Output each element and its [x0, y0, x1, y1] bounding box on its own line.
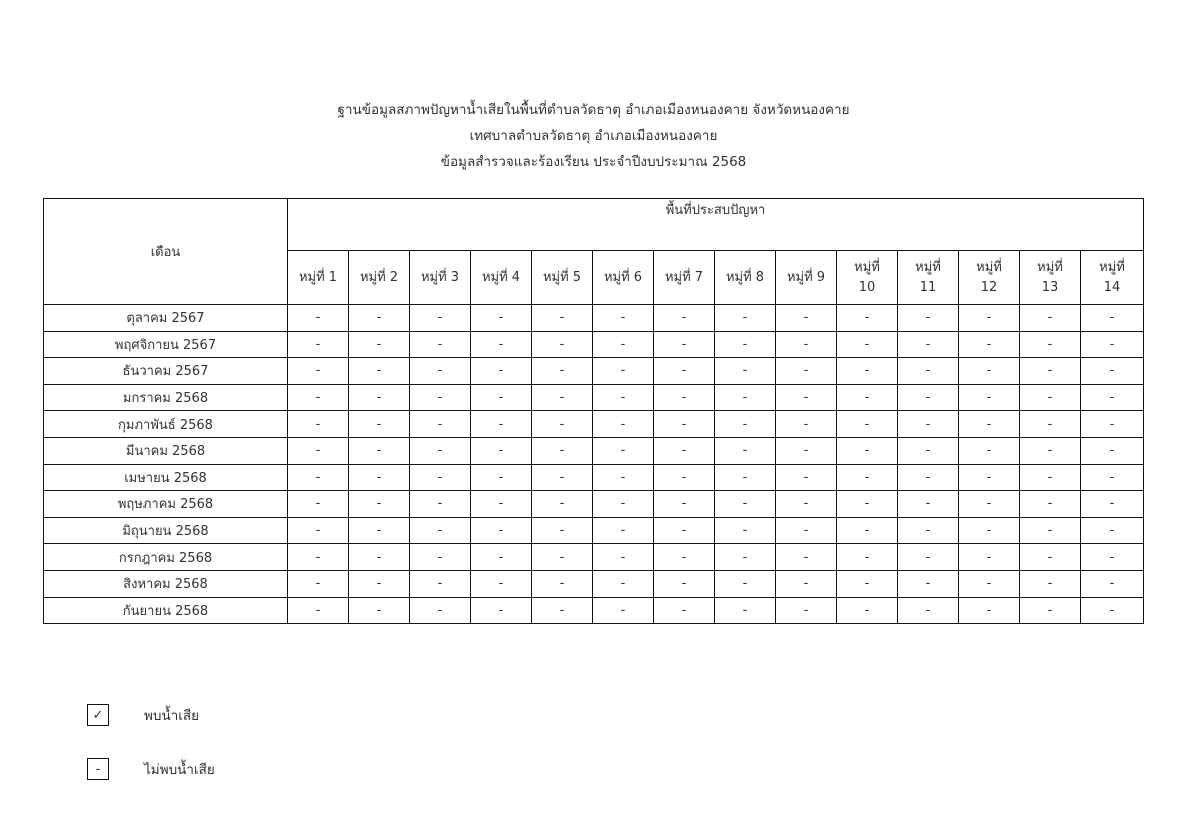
month-cell: เมษายน 2568 [44, 464, 288, 491]
village-header-text: หมู่ที่ 6 [603, 269, 643, 285]
status-cell: - [288, 517, 349, 544]
village-header [471, 251, 532, 305]
village-header [410, 251, 471, 305]
status-cell: - [959, 517, 1020, 544]
status-cell: - [410, 464, 471, 491]
status-cell: - [593, 464, 654, 491]
legend-found-label: พบน้ำเสีย [144, 708, 200, 724]
status-cell: - [532, 437, 593, 464]
status-cell: - [471, 358, 532, 385]
month-cell: ธันวาคม 2567 [44, 358, 288, 385]
status-cell: - [593, 437, 654, 464]
table-row [44, 464, 1144, 491]
status-cell: - [715, 411, 776, 438]
village-header-text: หมู่ที่ 9 [786, 269, 826, 285]
status-cell: - [898, 517, 959, 544]
table-row [44, 544, 1144, 571]
status-cell: - [532, 570, 593, 597]
status-cell: - [410, 517, 471, 544]
status-cell: - [349, 331, 410, 358]
status-cell: - [471, 517, 532, 544]
status-cell: - [532, 517, 593, 544]
status-cell: - [593, 358, 654, 385]
status-cell: - [959, 331, 1020, 358]
status-cell: - [1081, 464, 1144, 491]
status-cell: - [288, 491, 349, 518]
status-cell: - [1020, 517, 1081, 544]
status-cell: - [654, 464, 715, 491]
status-cell: - [1081, 305, 1144, 332]
status-cell: - [1020, 305, 1081, 332]
table-row [44, 358, 1144, 385]
status-cell: - [288, 464, 349, 491]
status-cell: - [715, 358, 776, 385]
dash-icon: - [87, 758, 109, 780]
status-cell: - [959, 358, 1020, 385]
status-cell: - [776, 331, 837, 358]
status-cell: - [593, 384, 654, 411]
status-cell: - [776, 358, 837, 385]
check-icon: ✓ [87, 704, 109, 726]
status-cell: - [837, 358, 898, 385]
status-cell: - [1020, 437, 1081, 464]
status-cell: - [654, 437, 715, 464]
status-cell: - [959, 384, 1020, 411]
status-cell: - [410, 570, 471, 597]
status-cell: - [471, 491, 532, 518]
status-cell: - [288, 597, 349, 624]
status-cell: - [898, 597, 959, 624]
status-cell: - [410, 305, 471, 332]
status-cell: - [471, 464, 532, 491]
status-cell: - [593, 517, 654, 544]
status-cell: - [898, 384, 959, 411]
status-cell: - [410, 437, 471, 464]
village-header [715, 251, 776, 305]
status-cell: - [410, 331, 471, 358]
status-cell: - [1081, 384, 1144, 411]
status-cell: - [715, 305, 776, 332]
village-header-text: หมู่ที่ [1037, 259, 1063, 275]
village-header-text: 14 [1103, 279, 1121, 295]
status-cell: - [349, 464, 410, 491]
status-cell: - [288, 331, 349, 358]
status-cell: - [837, 464, 898, 491]
status-cell: - [1081, 437, 1144, 464]
status-cell: - [288, 305, 349, 332]
status-cell: - [837, 544, 898, 571]
village-header [1081, 251, 1144, 305]
status-cell: - [837, 491, 898, 518]
village-header [776, 251, 837, 305]
table-body [44, 305, 1144, 624]
status-cell: - [898, 358, 959, 385]
status-cell: - [837, 331, 898, 358]
status-cell: - [1081, 411, 1144, 438]
status-cell: - [959, 491, 1020, 518]
table-row [44, 437, 1144, 464]
month-cell: สิงหาคม 2568 [44, 570, 288, 597]
village-header [532, 251, 593, 305]
status-cell: - [776, 597, 837, 624]
status-cell: - [959, 597, 1020, 624]
status-cell: - [410, 384, 471, 411]
status-cell: - [715, 437, 776, 464]
status-cell: - [959, 437, 1020, 464]
status-cell: - [349, 517, 410, 544]
month-cell: กุมภาพันธ์ 2568 [44, 411, 288, 438]
status-cell: - [349, 411, 410, 438]
month-cell: พฤศจิกายน 2567 [44, 331, 288, 358]
status-cell: - [898, 570, 959, 597]
table-row [44, 384, 1144, 411]
month-cell: พฤษภาคม 2568 [44, 491, 288, 518]
status-cell: - [349, 491, 410, 518]
month-column-header: เดือน [44, 199, 288, 305]
status-cell: - [593, 331, 654, 358]
status-cell: - [776, 491, 837, 518]
status-cell: - [715, 491, 776, 518]
village-header-text: 12 [980, 279, 998, 295]
status-cell: - [349, 570, 410, 597]
status-cell: - [532, 544, 593, 571]
status-cell: - [898, 491, 959, 518]
status-cell: - [1020, 570, 1081, 597]
status-cell: - [837, 411, 898, 438]
status-cell: - [898, 437, 959, 464]
village-header [1020, 251, 1081, 305]
status-cell: - [1081, 544, 1144, 571]
status-cell: - [837, 305, 898, 332]
month-cell: มกราคม 2568 [44, 384, 288, 411]
status-cell: - [288, 544, 349, 571]
status-cell: - [593, 544, 654, 571]
header-row-top [44, 199, 1144, 251]
status-cell: - [959, 305, 1020, 332]
status-cell: - [532, 358, 593, 385]
status-cell: - [593, 597, 654, 624]
status-cell: - [654, 597, 715, 624]
status-cell: - [959, 464, 1020, 491]
status-cell: - [1081, 358, 1144, 385]
status-cell: - [288, 384, 349, 411]
status-cell: - [959, 411, 1020, 438]
status-cell: - [1020, 597, 1081, 624]
status-cell: - [1020, 464, 1081, 491]
status-cell: - [715, 331, 776, 358]
status-cell: - [1081, 570, 1144, 597]
status-cell: - [410, 411, 471, 438]
status-cell: - [349, 544, 410, 571]
status-cell: - [1081, 597, 1144, 624]
village-header [288, 251, 349, 305]
table-row [44, 331, 1144, 358]
status-cell: - [715, 384, 776, 411]
status-cell: - [1081, 331, 1144, 358]
status-cell: - [898, 305, 959, 332]
table-row [44, 411, 1144, 438]
status-cell: - [776, 570, 837, 597]
status-cell: - [1020, 358, 1081, 385]
status-cell: - [837, 517, 898, 544]
status-cell: - [532, 331, 593, 358]
status-cell: - [471, 544, 532, 571]
status-cell: - [776, 411, 837, 438]
status-cell: - [593, 305, 654, 332]
status-cell: - [1020, 491, 1081, 518]
status-cell: - [776, 305, 837, 332]
legend-found [87, 704, 199, 726]
status-cell: - [837, 384, 898, 411]
legend-not-found-label: ไม่พบน้ำเสีย [144, 762, 215, 778]
status-cell: - [898, 464, 959, 491]
status-cell: - [532, 491, 593, 518]
status-cell: - [776, 437, 837, 464]
status-cell: - [593, 570, 654, 597]
status-cell: - [471, 331, 532, 358]
status-cell: - [532, 411, 593, 438]
village-header-text: หมู่ที่ 8 [725, 269, 765, 285]
status-cell: - [654, 491, 715, 518]
status-cell: - [654, 384, 715, 411]
status-cell: - [654, 517, 715, 544]
status-cell: - [776, 517, 837, 544]
report-title: ฐานข้อมูลสภาพปัญหาน้ำเสียในพื้นที่ตำบลวัดธาตุ อำเภอเมืองหนองคาย จังหวัดหนองคาย [337, 102, 850, 118]
status-cell: - [471, 305, 532, 332]
village-header-text: หมู่ที่ [976, 259, 1002, 275]
village-header-text: หมู่ที่ 2 [359, 269, 399, 285]
village-header-text: หมู่ที่ 7 [664, 269, 704, 285]
status-cell: - [593, 491, 654, 518]
status-cell: - [288, 358, 349, 385]
village-header [654, 251, 715, 305]
status-cell: - [471, 437, 532, 464]
status-cell: - [349, 358, 410, 385]
village-header-text: หมู่ที่ [1099, 259, 1125, 275]
table-row [44, 570, 1144, 597]
village-header [898, 251, 959, 305]
village-header [959, 251, 1020, 305]
status-cell: - [776, 464, 837, 491]
status-cell: - [898, 331, 959, 358]
report-subtitle-municipality: เทศบาลตำบลวัดธาตุ อำเภอเมืองหนองคาย [469, 128, 718, 144]
table-row [44, 597, 1144, 624]
status-cell: - [349, 597, 410, 624]
village-header-text: 10 [858, 279, 876, 295]
status-cell: - [959, 570, 1020, 597]
village-header-text: หมู่ที่ 3 [420, 269, 460, 285]
report-header [43, 97, 1144, 175]
village-header-text: หมู่ที่ [915, 259, 941, 275]
status-cell: - [654, 411, 715, 438]
status-cell: - [1081, 517, 1144, 544]
status-cell: - [776, 384, 837, 411]
status-cell: - [898, 544, 959, 571]
status-cell: - [959, 544, 1020, 571]
status-cell: - [532, 305, 593, 332]
status-cell: - [654, 544, 715, 571]
report-subtitle-period: ข้อมูลสำรวจและร้องเรียน ประจำปีงบประมาณ 2568 [440, 154, 747, 170]
status-cell: - [288, 570, 349, 597]
status-cell: - [1020, 331, 1081, 358]
status-cell: - [1020, 544, 1081, 571]
status-cell: - [654, 331, 715, 358]
status-cell: - [410, 544, 471, 571]
status-cell: - [715, 517, 776, 544]
village-header-text: หมู่ที่ 4 [481, 269, 521, 285]
month-cell: กันยายน 2568 [44, 597, 288, 624]
status-cell: - [715, 464, 776, 491]
village-header [349, 251, 410, 305]
status-cell: - [349, 305, 410, 332]
status-cell: - [410, 597, 471, 624]
status-cell: - [532, 597, 593, 624]
month-cell: กรกฎาคม 2568 [44, 544, 288, 571]
status-cell: - [1081, 491, 1144, 518]
village-header-text: หมู่ที่ [854, 259, 880, 275]
village-header-text: 11 [919, 279, 937, 295]
status-cell: - [715, 570, 776, 597]
status-cell: - [532, 464, 593, 491]
status-cell: - [654, 358, 715, 385]
month-cell: มิถุนายน 2568 [44, 517, 288, 544]
status-cell: - [837, 570, 898, 597]
status-cell: - [471, 384, 532, 411]
table-row [44, 491, 1144, 518]
village-header-text: หมู่ที่ 5 [542, 269, 582, 285]
status-cell: - [1020, 411, 1081, 438]
status-cell: - [349, 384, 410, 411]
status-cell: - [1020, 384, 1081, 411]
status-cell: - [776, 544, 837, 571]
status-cell: - [471, 570, 532, 597]
month-cell: มีนาคม 2568 [44, 437, 288, 464]
status-cell: - [349, 437, 410, 464]
status-cell: - [471, 411, 532, 438]
status-cell: - [837, 437, 898, 464]
status-cell: - [288, 437, 349, 464]
village-header [837, 251, 898, 305]
status-cell: - [471, 597, 532, 624]
wastewater-table [43, 198, 1144, 624]
status-cell: - [593, 411, 654, 438]
status-cell: - [715, 544, 776, 571]
table-row [44, 305, 1144, 332]
status-cell: - [898, 411, 959, 438]
status-cell: - [837, 597, 898, 624]
status-cell: - [410, 358, 471, 385]
village-header-text: 13 [1041, 279, 1059, 295]
status-cell: - [654, 305, 715, 332]
legend-not-found [87, 758, 215, 780]
problem-area-header: พื้นที่ประสบปัญหา [288, 199, 1144, 251]
status-cell: - [654, 570, 715, 597]
table-row [44, 517, 1144, 544]
status-cell: - [532, 384, 593, 411]
month-cell: ตุลาคม 2567 [44, 305, 288, 332]
status-cell: - [410, 491, 471, 518]
village-header [593, 251, 654, 305]
village-header-text: หมู่ที่ 1 [298, 269, 338, 285]
status-cell: - [288, 411, 349, 438]
status-cell: - [715, 597, 776, 624]
